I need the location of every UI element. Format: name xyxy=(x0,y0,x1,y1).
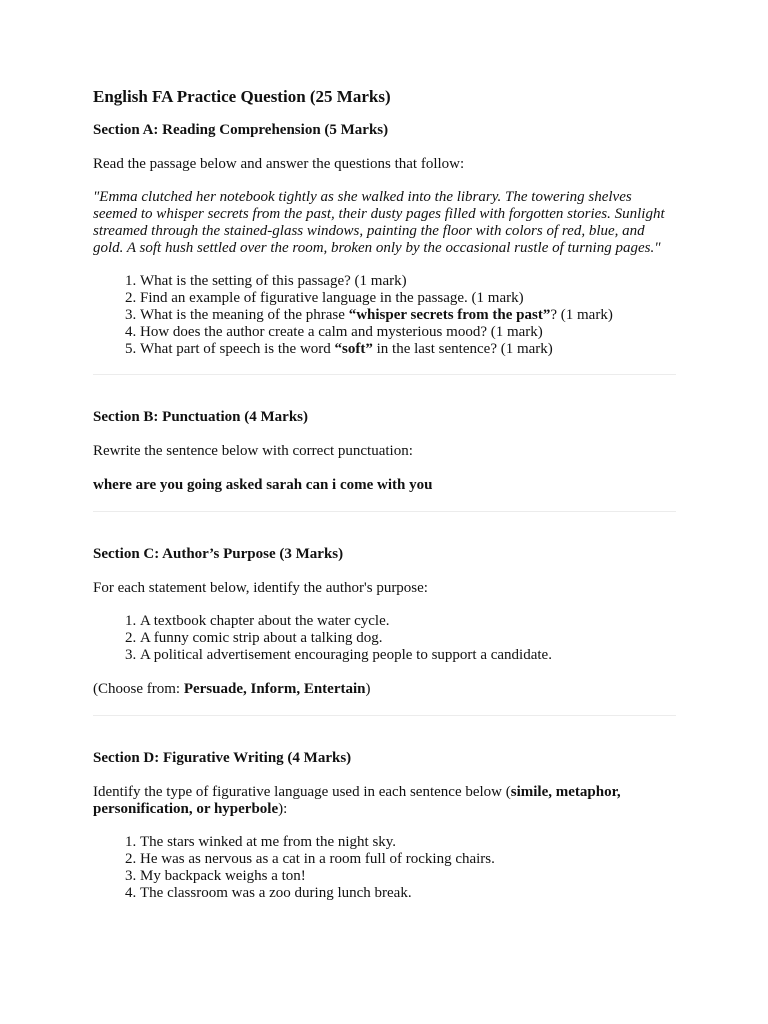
section-b-heading: Section B: Punctuation (4 Marks) xyxy=(93,409,308,425)
question-text-end: in the last sentence? (1 mark) xyxy=(372,341,553,357)
section-a-heading: Section A: Reading Comprehension (5 Marks) xyxy=(93,122,389,138)
section-c-items xyxy=(93,613,676,664)
question-text-end: ? (1 mark) xyxy=(550,307,613,323)
sentence-text: My backpack weighs a ton! xyxy=(140,868,306,884)
instruction-suffix: ): xyxy=(278,801,288,817)
sentence-text: The stars winked at me from the night sky. xyxy=(140,834,397,850)
section-d-instruction xyxy=(93,784,676,818)
section-a-instruction: Read the passage below and answer the questions that follow: xyxy=(93,156,465,172)
quoted-word: “soft” xyxy=(334,341,373,357)
section-divider xyxy=(93,374,676,375)
choose-from-prefix: (Choose from: xyxy=(93,681,184,697)
section-b xyxy=(93,409,676,494)
question-text-start: What is the meaning of the phrase xyxy=(140,307,349,323)
sentence-text: He was as nervous as a cat in a room full of rocking chairs. xyxy=(140,851,495,867)
figurative-types: simile, metaphor, personification, or hyperbole xyxy=(93,784,621,817)
document-page xyxy=(93,86,676,902)
section-c-instruction: For each statement below, identify the author's purpose: xyxy=(93,580,428,596)
choose-from-suffix: ) xyxy=(365,681,371,697)
section-d-items xyxy=(93,834,676,902)
question-text: Find an example of figurative language in the passage. (1 mark) xyxy=(140,290,524,306)
section-c-heading: Section C: Author’s Purpose (3 Marks) xyxy=(93,546,344,562)
list-item xyxy=(140,613,676,630)
punctuation-sentence: where are you going asked sarah can i come with you xyxy=(93,477,433,493)
list-item xyxy=(140,851,676,868)
purpose-options: Persuade, Inform, Entertain xyxy=(183,681,366,697)
list-item xyxy=(140,273,676,290)
question-text: What is the setting of this passage? (1 mark) xyxy=(140,273,407,289)
list-item xyxy=(140,290,676,307)
section-divider xyxy=(93,715,676,716)
sentence-text: The classroom was a zoo during lunch break. xyxy=(140,885,412,901)
question-text-start: What part of speech is the word xyxy=(140,341,335,357)
list-item xyxy=(140,885,676,902)
section-a-questions xyxy=(93,273,676,358)
list-item xyxy=(140,630,676,647)
section-d-heading: Section D: Figurative Writing (4 Marks) xyxy=(93,750,352,766)
choose-from-line xyxy=(93,681,676,698)
list-item xyxy=(140,324,676,341)
question-text: How does the author create a calm and mysterious mood? (1 mark) xyxy=(140,324,543,340)
list-item xyxy=(140,341,676,358)
statement-text: A funny comic strip about a talking dog. xyxy=(140,630,383,646)
reading-passage: "Emma clutched her notebook tightly as she walked into the library. The towering shelves seemed to whisper secrets from the past, their dusty pages filled with forgotten stories. Sunlight streamed through the stained-glass windows, painting the floor with colors of red, blue, and gold. A soft hush settled over the room, broken only by the occasional rustle of turning pages." xyxy=(93,189,665,256)
list-item xyxy=(140,307,676,324)
section-a xyxy=(93,122,676,358)
section-divider xyxy=(93,511,676,512)
section-d xyxy=(93,750,676,902)
section-c xyxy=(93,546,676,698)
section-b-instruction: Rewrite the sentence below with correct punctuation: xyxy=(93,443,413,459)
document-title: English FA Practice Question (25 Marks) xyxy=(93,87,391,106)
statement-text: A political advertisement encouraging people to support a candidate. xyxy=(140,647,552,663)
quoted-phrase: “whisper secrets from the past” xyxy=(348,307,551,323)
list-item xyxy=(140,868,676,885)
list-item xyxy=(140,834,676,851)
statement-text: A textbook chapter about the water cycle. xyxy=(140,613,390,629)
instruction-prefix: Identify the type of figurative language used in each sentence below ( xyxy=(93,784,511,800)
list-item xyxy=(140,647,676,664)
